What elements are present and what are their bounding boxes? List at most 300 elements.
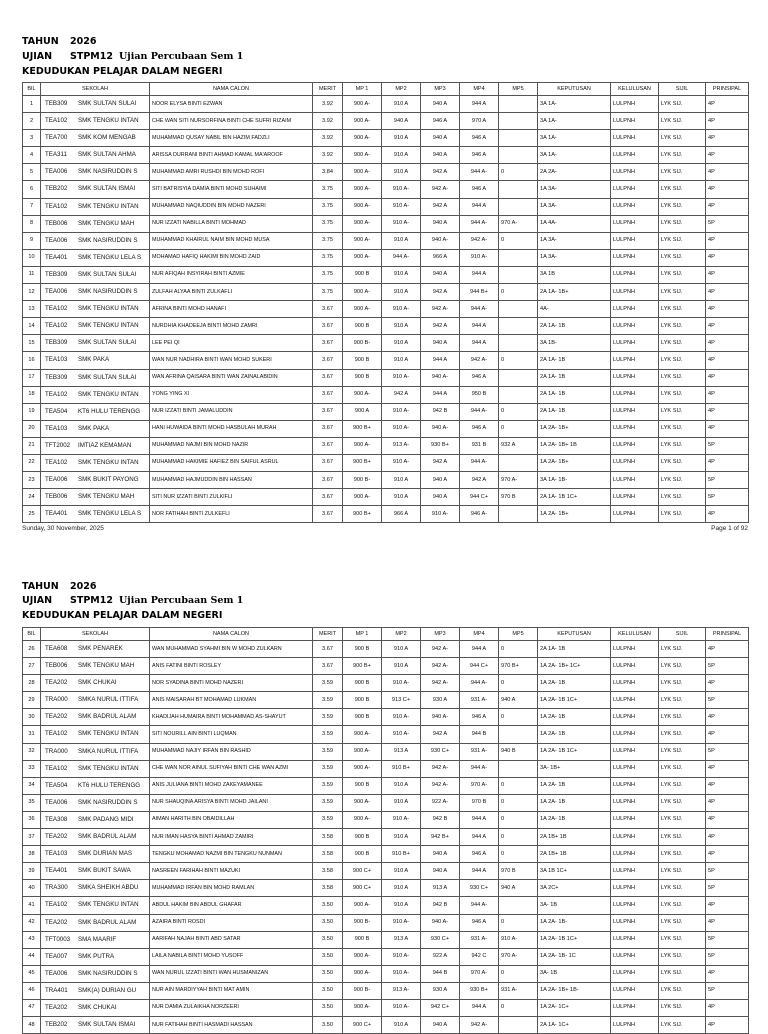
cell-keputusan: 3A 1B 1C+ [538, 863, 611, 880]
cell-candidate-name: KHADIJAH HUMAIRA BINTI MOHAMMAD AS-SHAYUT [150, 709, 313, 726]
cell-merit: 3.75 [313, 266, 343, 283]
table-row [23, 931, 749, 948]
cell-school-code: TEA006 [45, 798, 68, 806]
cell-mp5 [499, 181, 538, 198]
cell-kelulusan: LULPNH [611, 113, 659, 130]
col-merit: MERIT [313, 83, 343, 96]
cell-mp2: 910 A- [382, 215, 421, 232]
cell-mp4: 944 A [460, 811, 499, 828]
col-prinsipal: PRINSIPAL [706, 628, 749, 641]
cell-mp2: 910 A- [382, 811, 421, 828]
cell-school-name: KT6 HULU TERENGG [78, 781, 141, 789]
cell-mp3: 940 A [421, 472, 460, 489]
cell-sijil: LYK SIJ. [659, 437, 706, 454]
cell-mp5: 970 A- [499, 472, 538, 489]
cell-sijil: LYK SIJ. [659, 113, 706, 130]
cell-mp3: 930 C+ [421, 931, 460, 948]
cell-mp1: 900 B [343, 931, 382, 948]
cell-school-name: SMK PADANG MIDI [78, 815, 134, 823]
cell-mp2: 910 A- [382, 999, 421, 1016]
cell-sijil: LYK SIJ. [659, 743, 706, 760]
cell-merit: 3.75 [313, 198, 343, 215]
cell-mp1: 900 A- [343, 215, 382, 232]
cell-kelulusan: LULPNH [611, 454, 659, 471]
cell-mp1: 900 B [343, 352, 382, 369]
cell-mp5 [499, 506, 538, 523]
year-value: 2026 [70, 36, 97, 47]
cell-mp4: 944 A- [460, 454, 499, 471]
cell-prinsipal: 5P [706, 658, 749, 675]
cell-sijil: LYK SIJ. [659, 709, 706, 726]
cell-school [41, 215, 150, 232]
cell-sijil: LYK SIJ. [659, 760, 706, 777]
cell-mp1: 900 A- [343, 811, 382, 828]
cell-candidate-name: NUR AFIQAH INSYIRAH BINTI AZMIE [150, 266, 313, 283]
cell-keputusan: 1A 2A- 1B 1C+ [538, 931, 611, 948]
cell-mp1: 900 A- [343, 897, 382, 914]
cell-prinsipal: 5P [706, 863, 749, 880]
cell-school-code: TEA700 [45, 134, 68, 142]
cell-mp3: 940 A [421, 266, 460, 283]
cell-mp4: 944 C+ [460, 489, 499, 506]
cell-mp3: 930 C+ [421, 743, 460, 760]
cell-kelulusan: LULPNH [611, 743, 659, 760]
cell-kelulusan: LULPNH [611, 181, 659, 198]
cell-kelulusan: LULPNH [611, 777, 659, 794]
cell-school-name: SMK NASIRUDDIN S [78, 236, 138, 244]
cell-school [41, 96, 150, 113]
cell-school-code: TRA300 [45, 884, 68, 892]
exam-line [22, 51, 244, 62]
cell-mp4: 946 A- [460, 506, 499, 523]
cell-prinsipal: 4P [706, 318, 749, 335]
cell-merit: 3.75 [313, 215, 343, 232]
cell-bil: 4 [23, 147, 41, 164]
cell-mp5: 931 A- [499, 982, 538, 999]
cell-sijil: LYK SIJ. [659, 726, 706, 743]
cell-school [41, 829, 150, 846]
cell-school-code: TRA401 [45, 986, 68, 994]
cell-kelulusan: LULPNH [611, 914, 659, 931]
cell-prinsipal: 4P [706, 113, 749, 130]
cell-school [41, 437, 150, 454]
cell-mp1: 900 B [343, 692, 382, 709]
cell-sijil: LYK SIJ. [659, 284, 706, 301]
cell-keputusan: 1A 2A- 1B [538, 811, 611, 828]
cell-prinsipal: 4P [706, 675, 749, 692]
cell-mp4: 942 C [460, 948, 499, 965]
cell-mp2: 942 A [382, 386, 421, 403]
cell-mp4: 944 A [460, 863, 499, 880]
cell-kelulusan: LULPNH [611, 164, 659, 181]
cell-merit: 3.67 [313, 506, 343, 523]
cell-prinsipal: 4P [706, 301, 749, 318]
cell-merit: 3.75 [313, 284, 343, 301]
cell-merit: 3.59 [313, 709, 343, 726]
cell-school-name: SMK TENGKU INTAN [78, 730, 139, 738]
cell-school-name: SMK TENGKU INTAN [78, 390, 139, 398]
cell-school [41, 709, 150, 726]
cell-candidate-name: MUHAMMAD NAJMI BIN MOHD NAZIR [150, 437, 313, 454]
cell-mp2: 913 A [382, 931, 421, 948]
cell-kelulusan: LULPNH [611, 472, 659, 489]
cell-school-name: SMK CHUKAI [78, 679, 117, 687]
cell-prinsipal: 4P [706, 709, 749, 726]
cell-kelulusan: LULPNH [611, 232, 659, 249]
table-row [23, 335, 749, 352]
cell-mp2: 910 A [382, 897, 421, 914]
cell-sijil: LYK SIJ. [659, 777, 706, 794]
cell-mp2: 910 A [382, 284, 421, 301]
cell-mp4: 944 A [460, 318, 499, 335]
cell-candidate-name: MUHAMMAD AMRI RUSHDI BIN MOHD ROFI [150, 164, 313, 181]
cell-school [41, 982, 150, 999]
cell-school-code: TEA202 [45, 1003, 68, 1011]
cell-school [41, 454, 150, 471]
year-line [22, 36, 97, 47]
cell-kelulusan: LULPNH [611, 829, 659, 846]
cell-mp2: 910 A [382, 880, 421, 897]
cell-mp3: 940 A [421, 335, 460, 352]
cell-school [41, 284, 150, 301]
cell-kelulusan: LULPNH [611, 794, 659, 811]
cell-mp1: 900 A- [343, 489, 382, 506]
cell-sijil: LYK SIJ. [659, 829, 706, 846]
cell-keputusan: 3A 1A- 1B- [538, 472, 611, 489]
cell-prinsipal: 4P [706, 284, 749, 301]
cell-school-code: TEA202 [45, 918, 68, 926]
cell-mp4: 942 A- [460, 232, 499, 249]
cell-mp1: 900 A- [343, 999, 382, 1016]
cell-school [41, 777, 150, 794]
exam-name: Ujian Percubaan Sem 1 [119, 51, 244, 62]
cell-merit: 3.58 [313, 829, 343, 846]
col-sekolah: SEKOLAH [41, 83, 150, 96]
table-row [23, 863, 749, 880]
cell-prinsipal: 5P [706, 948, 749, 965]
cell-kelulusan: LULPNH [611, 198, 659, 215]
cell-merit: 3.92 [313, 96, 343, 113]
cell-bil: 37 [23, 829, 41, 846]
cell-candidate-name: NOOR ELYSA BINTI EZWAN [150, 96, 313, 113]
cell-school-code: TEA202 [45, 679, 68, 687]
cell-school-code: TEA202 [45, 833, 68, 841]
cell-bil: 40 [23, 880, 41, 897]
cell-bil: 36 [23, 811, 41, 828]
cell-school-code: TEA102 [45, 458, 68, 466]
cell-school-code: TEB006 [45, 219, 68, 227]
cell-prinsipal: 5P [706, 472, 749, 489]
cell-prinsipal: 4P [706, 1017, 749, 1034]
cell-mp3: 940 A [421, 96, 460, 113]
cell-bil: 45 [23, 965, 41, 982]
cell-mp3: 940 A- [421, 369, 460, 386]
table-row [23, 198, 749, 215]
cell-keputusan: 3A 1A- [538, 130, 611, 147]
cell-mp2: 910 A- [382, 403, 421, 420]
cell-mp2: 910 A- [382, 198, 421, 215]
cell-bil: 32 [23, 743, 41, 760]
cell-mp4: 946 A [460, 420, 499, 437]
cell-candidate-name: MUHAMMAD NAJIY IRFAN BIN RASHID [150, 743, 313, 760]
cell-mp4: 946 A [460, 846, 499, 863]
cell-keputusan: 2A 1A- 1B 1C+ [538, 489, 611, 506]
cell-mp1: 900 A- [343, 130, 382, 147]
cell-school [41, 948, 150, 965]
cell-mp1: 900 A- [343, 301, 382, 318]
cell-mp3: 922 A- [421, 794, 460, 811]
cell-merit: 3.59 [313, 675, 343, 692]
cell-mp3: 942 B [421, 403, 460, 420]
cell-kelulusan: LULPNH [611, 369, 659, 386]
cell-prinsipal: 5P [706, 437, 749, 454]
cell-mp4: 944 A [460, 96, 499, 113]
col-keputusan: KEPUTUSAN [538, 83, 611, 96]
cell-school [41, 147, 150, 164]
cell-school [41, 198, 150, 215]
cell-mp5: 970 B+ [499, 658, 538, 675]
cell-mp3: 944 A [421, 386, 460, 403]
cell-sijil: LYK SIJ. [659, 794, 706, 811]
cell-candidate-name: ANIS FATINI BINTI ROSLEY [150, 658, 313, 675]
cell-candidate-name: CHE WAN SITI NURSORFINA BINTI CHE SUFRI RIZAIM [150, 113, 313, 130]
cell-bil: 22 [23, 454, 41, 471]
cell-kelulusan: LULPNH [611, 760, 659, 777]
cell-kelulusan: LULPNH [611, 266, 659, 283]
cell-kelulusan: LULPNH [611, 982, 659, 999]
cell-kelulusan: LULPNH [611, 846, 659, 863]
cell-keputusan: 2A 1A- 1B [538, 386, 611, 403]
cell-keputusan: 1A 2A- 1B+ [538, 506, 611, 523]
cell-mp2: 910 A [382, 130, 421, 147]
cell-school-code: TFT2002 [45, 441, 71, 449]
cell-mp4: 944 C+ [460, 658, 499, 675]
cell-candidate-name: AZAIRA BINTI ROSDI [150, 914, 313, 931]
cell-mp2: 910 A [382, 232, 421, 249]
cell-mp2: 910 A [382, 352, 421, 369]
cell-mp4: 944 A- [460, 897, 499, 914]
cell-mp5: 970 B [499, 489, 538, 506]
cell-kelulusan: LULPNH [611, 506, 659, 523]
table-row [23, 249, 749, 266]
table-row [23, 658, 749, 675]
cell-sijil: LYK SIJ. [659, 215, 706, 232]
cell-keputusan: 1A 3A- [538, 198, 611, 215]
cell-sijil: LYK SIJ. [659, 692, 706, 709]
cell-school [41, 489, 150, 506]
cell-mp1: 900 B [343, 675, 382, 692]
cell-school-code: TEA608 [45, 645, 68, 652]
cell-keputusan: 1A 4A- [538, 215, 611, 232]
cell-merit: 3.50 [313, 931, 343, 948]
cell-mp3: 942 A [421, 284, 460, 301]
cell-prinsipal: 4P [706, 130, 749, 147]
cell-prinsipal: 4P [706, 760, 749, 777]
cell-kelulusan: LULPNH [611, 249, 659, 266]
cell-candidate-name: NUR SHAUQINA ARISYA BINTI MOHD JAILANI [150, 794, 313, 811]
table-row [23, 352, 749, 369]
cell-sijil: LYK SIJ. [659, 232, 706, 249]
cell-mp4: 944 B+ [460, 284, 499, 301]
cell-merit: 3.67 [313, 489, 343, 506]
cell-school-name: SMK BUKIT SAWA [78, 867, 131, 875]
cell-mp2: 910 A [382, 335, 421, 352]
cell-keputusan: 3A 1B- [538, 335, 611, 352]
cell-mp4: 944 A [460, 641, 499, 658]
cell-sijil: LYK SIJ. [659, 863, 706, 880]
cell-mp2: 944 A- [382, 249, 421, 266]
cell-bil: 35 [23, 794, 41, 811]
cell-school-name: SMK NASIRUDDIN S [78, 969, 138, 977]
cell-school-name: SMK NASIRUDDIN S [78, 288, 138, 296]
cell-bil: 47 [23, 999, 41, 1016]
cell-school-code: TEA401 [45, 510, 68, 518]
cell-mp3: 942 A- [421, 181, 460, 198]
cell-kelulusan: LULPNH [611, 726, 659, 743]
cell-mp2: 940 A [382, 113, 421, 130]
cell-candidate-name: SITI NOURILL AIN BINTI LUQMAN [150, 726, 313, 743]
cell-sijil: LYK SIJ. [659, 846, 706, 863]
cell-prinsipal: 4P [706, 181, 749, 198]
table-row [23, 692, 749, 709]
cell-mp5: 0 [499, 914, 538, 931]
cell-bil: 30 [23, 709, 41, 726]
cell-school [41, 130, 150, 147]
cell-candidate-name: WAN NUR NADHIRA BINTI WAN MOHD SUKERI [150, 352, 313, 369]
table-row [23, 880, 749, 897]
cell-bil: 1 [23, 96, 41, 113]
cell-mp5: 0 [499, 232, 538, 249]
cell-school [41, 472, 150, 489]
cell-school-name: SMK TENGKU MAH [78, 662, 135, 670]
cell-sijil: LYK SIJ. [659, 454, 706, 471]
cell-school-name: SMK TENGKU MAH [78, 493, 135, 501]
cell-keputusan: 1A 2A- 1B+ 1C+ [538, 658, 611, 675]
cell-keputusan: 2A 1A- 1B [538, 641, 611, 658]
cell-merit: 3.58 [313, 880, 343, 897]
cell-kelulusan: LULPNH [611, 437, 659, 454]
table-row [23, 96, 749, 113]
cell-merit: 3.50 [313, 982, 343, 999]
cell-merit: 3.59 [313, 726, 343, 743]
cell-keputusan: 1A 3A- [538, 181, 611, 198]
cell-keputusan: 2A 1A- 1B [538, 352, 611, 369]
cell-mp4: 944 A [460, 999, 499, 1016]
cell-merit: 3.67 [313, 437, 343, 454]
cell-school-code: TFT0003 [45, 935, 71, 943]
table-row [23, 403, 749, 420]
year-line [22, 581, 97, 592]
table-row [23, 743, 749, 760]
cell-mp2: 910 A- [382, 301, 421, 318]
cell-kelulusan: LULPNH [611, 301, 659, 318]
cell-mp3: 930 A [421, 692, 460, 709]
cell-school [41, 811, 150, 828]
cell-mp4: 944 A [460, 335, 499, 352]
cell-school [41, 301, 150, 318]
cell-school [41, 266, 150, 283]
cell-mp3: 940 A- [421, 232, 460, 249]
cell-sijil: LYK SIJ. [659, 147, 706, 164]
cell-mp2: 910 A [382, 266, 421, 283]
cell-school-code: TEA202 [45, 713, 68, 721]
cell-kelulusan: LULPNH [611, 284, 659, 301]
cell-school [41, 846, 150, 863]
cell-merit: 3.50 [313, 948, 343, 965]
cell-merit: 3.67 [313, 420, 343, 437]
cell-mp5 [499, 147, 538, 164]
cell-mp3: 942 A- [421, 301, 460, 318]
cell-merit: 3.67 [313, 454, 343, 471]
cell-school [41, 743, 150, 760]
cell-candidate-name: NURDHIA KHADEEJA BINTI MOHD ZAMRI [150, 318, 313, 335]
cell-merit: 3.67 [313, 658, 343, 675]
cell-mp1: 900 B- [343, 472, 382, 489]
cell-kelulusan: LULPNH [611, 215, 659, 232]
cell-school-code: TEA006 [45, 168, 68, 176]
footer-date: Sunday, 30 November, 2025 [22, 525, 104, 532]
cell-school [41, 999, 150, 1016]
cell-mp4: 942 A- [460, 1017, 499, 1034]
cell-merit: 3.50 [313, 897, 343, 914]
cell-school [41, 181, 150, 198]
cell-candidate-name: MUHAMMAD KHAIRUL NAIM BIN MOHD MUSA [150, 232, 313, 249]
cell-mp5: 0 [499, 675, 538, 692]
table-row [23, 437, 749, 454]
table-row [23, 999, 749, 1016]
cell-bil: 29 [23, 692, 41, 709]
cell-sijil: LYK SIJ. [659, 420, 706, 437]
cell-bil: 17 [23, 369, 41, 386]
cell-sijil: LYK SIJ. [659, 301, 706, 318]
cell-prinsipal: 4P [706, 266, 749, 283]
cell-candidate-name: MUHAMMAD IRFAN BIN MOHD RAMLAN [150, 880, 313, 897]
cell-bil: 9 [23, 232, 41, 249]
col-mp5: MP5 [499, 83, 538, 96]
cell-mp3: 940 A- [421, 914, 460, 931]
cell-school-code: TEA103 [45, 356, 68, 364]
col-mp1: MP 1 [343, 628, 382, 641]
cell-mp1: 900 A- [343, 164, 382, 181]
cell-sijil: LYK SIJ. [659, 880, 706, 897]
cell-kelulusan: LULPNH [611, 965, 659, 982]
cell-mp3: 944 B [421, 965, 460, 982]
cell-prinsipal: 4P [706, 641, 749, 658]
cell-kelulusan: LULPNH [611, 811, 659, 828]
cell-mp5: 0 [499, 420, 538, 437]
cell-mp4: 944 A- [460, 164, 499, 181]
cell-school [41, 726, 150, 743]
cell-candidate-name: LAILA NABILA BINTI MOHD YUSOFF [150, 948, 313, 965]
cell-kelulusan: LULPNH [611, 931, 659, 948]
cell-bil: 18 [23, 386, 41, 403]
cell-school-name: SMK TENGKU LELA S [78, 253, 142, 261]
cell-candidate-name: SITI BATRISYIA DAMIA BINTI MOHD SUHAIMI [150, 181, 313, 198]
cell-kelulusan: LULPNH [611, 403, 659, 420]
cell-sijil: LYK SIJ. [659, 914, 706, 931]
cell-school-code: TEB202 [45, 185, 68, 193]
cell-school-name: SMKA NURUL ITTIFA [78, 696, 139, 704]
cell-school-code: TEB309 [45, 373, 68, 381]
cell-kelulusan: LULPNH [611, 863, 659, 880]
cell-sijil: LYK SIJ. [659, 472, 706, 489]
cell-bil: 39 [23, 863, 41, 880]
cell-kelulusan: LULPNH [611, 420, 659, 437]
cell-mp3: 942 B [421, 811, 460, 828]
cell-mp2: 913 A [382, 743, 421, 760]
cell-mp5 [499, 198, 538, 215]
cell-prinsipal: 4P [706, 420, 749, 437]
